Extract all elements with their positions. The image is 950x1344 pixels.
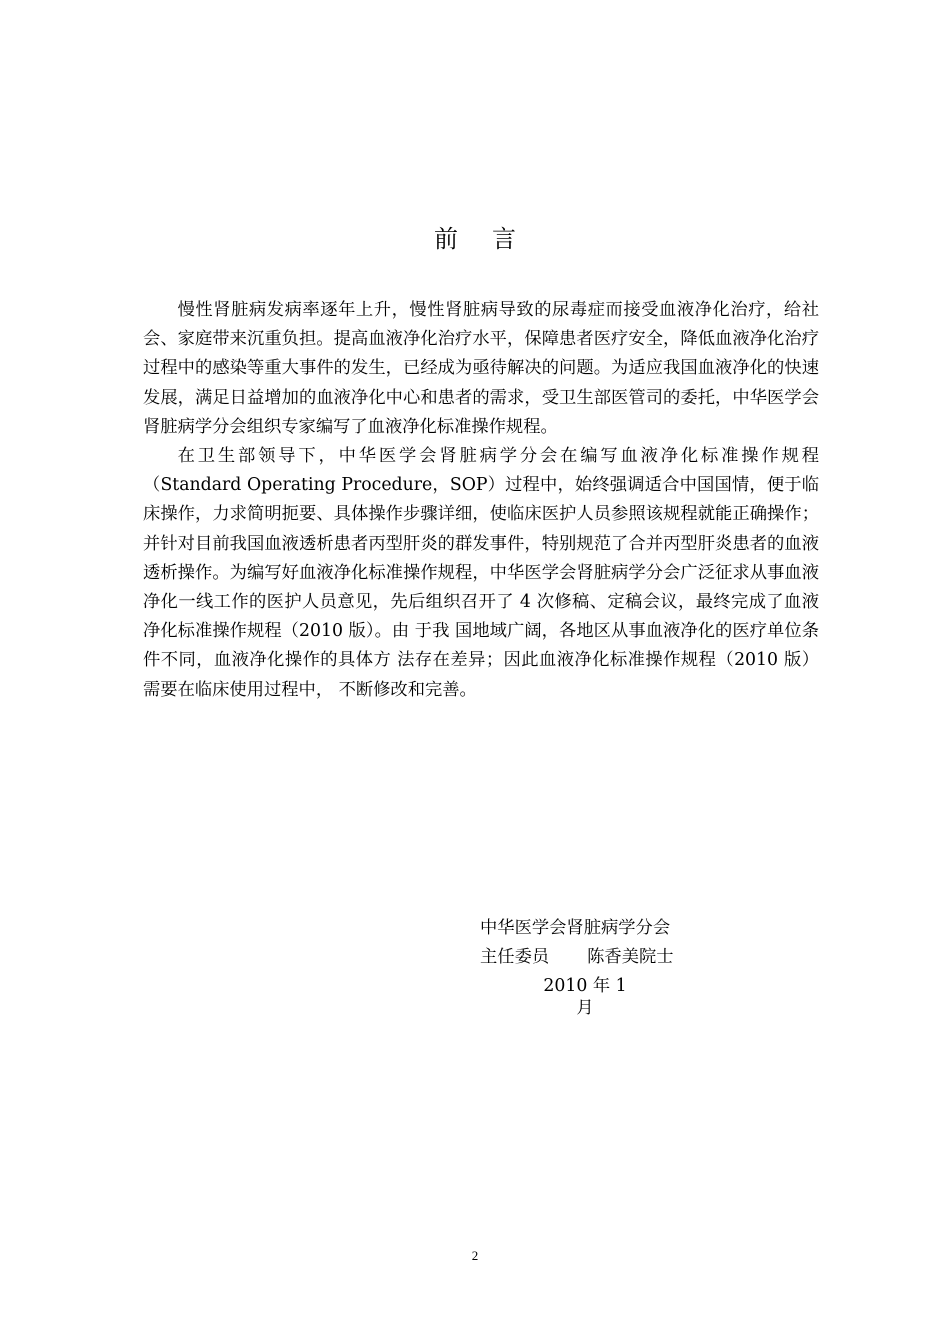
page-title	[0, 222, 950, 256]
signature-block	[450, 914, 720, 1019]
paragraph-2: 在卫生部领导下，中华医学会肾脏病学分会在编写血液净化标准操作规程（Standard Operating Procedure，SOP）过程中，始终强调适合中国国情，便于临床操作，力求简明扼要、具体操作步骤详细，使临床医护人员参照该规程就能正确操作；并针对目前我国血液透析患者丙型肝炎的群发事件，特别规范了合并丙型肝炎患者的血液透析操作。为编写好血液净化标准操作规程，中华医学会肾脏病学分会广泛征求从事血液净化一线工作的医护人员意见，先后组织召开了 4 次修稿、定稿会议，最终完成了血液净化标准操作规程（2010 版）。由 于我 国地域广阔，各地区从事血液净化的医疗单位条件不同，血液净化操作的具体方 法存在差异；因此血液净化标准操作规程（2010 版）需要在临床使用过程中， 不断修改和完善。	[143, 446, 819, 700]
signature-date-line-2: 月	[576, 998, 594, 1018]
preface-body	[143, 296, 819, 705]
signature-date-line-1: 2010 年 1	[543, 976, 627, 996]
signature-role-line	[450, 943, 720, 972]
signature-organization: 中华医学会肾脏病学分会	[480, 918, 671, 938]
page-number: 2	[471, 1248, 479, 1263]
paragraph-1: 慢性肾脏病发病率逐年上升，慢性肾脏病导致的尿毒症而接受血液净化治疗，给社会、家庭带来沉重负担。提高血液净化治疗水平，保障患者医疗安全，降低血液净化治疗过程中的感染等重大事件的发生，已经成为亟待解决的问题。为适应我国血液净化的快速发展，满足日益增加的血液净化中心和患者的需求，受卫生部医管司的委托，中华医学会肾脏病学分会组织专家编写了血液净化标准操作规程。	[143, 300, 819, 437]
page-title-char-1: 前	[434, 225, 458, 253]
signature-date	[450, 975, 720, 1019]
signature-role: 主任委员	[480, 947, 550, 967]
page-title-char-2: 言	[492, 225, 516, 253]
signature-name: 陈香美院士	[587, 947, 674, 967]
